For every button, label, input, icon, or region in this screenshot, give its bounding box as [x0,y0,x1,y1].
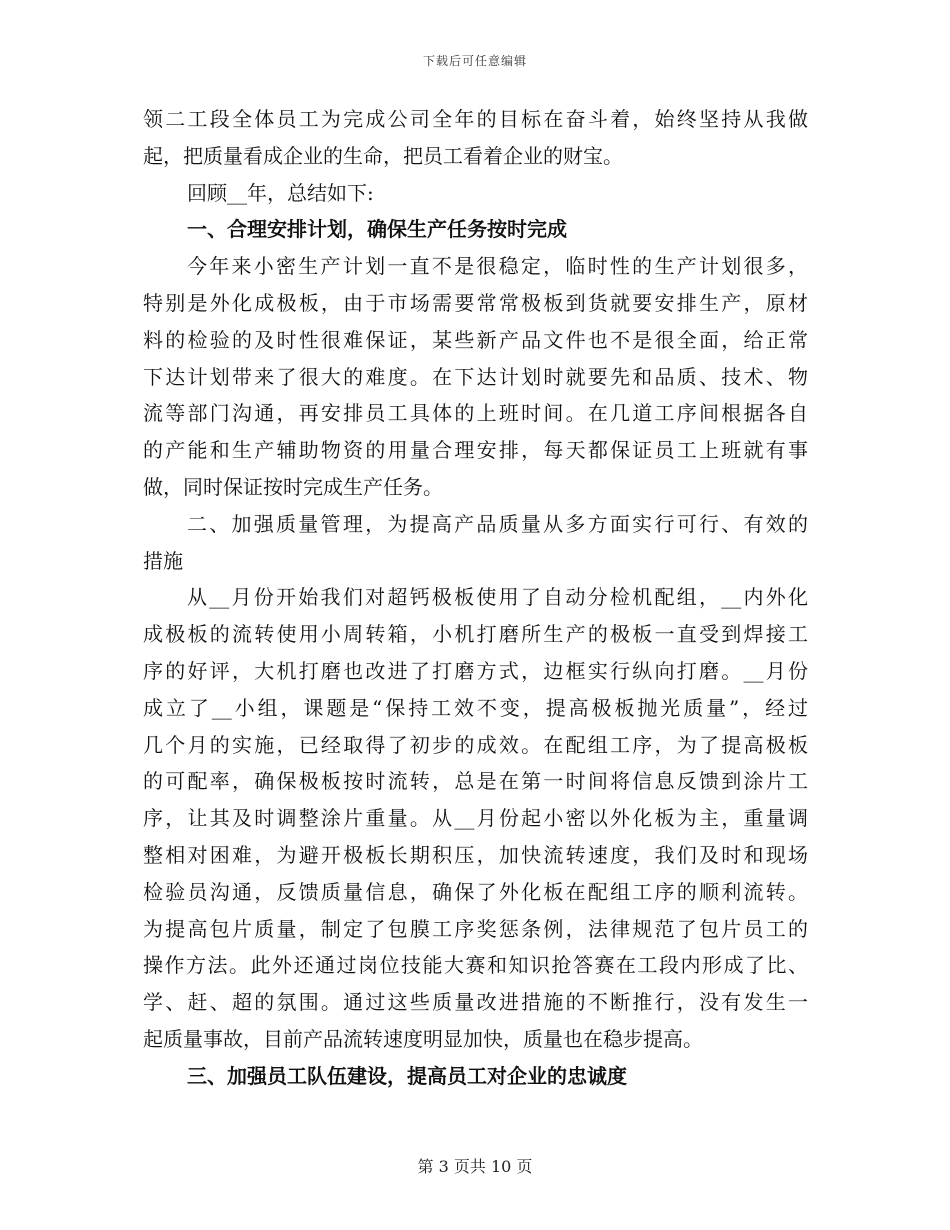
section-heading: 一、合理安排计划，确保生产任务按时完成 [187,217,567,242]
body-line: 做，同时保证按时完成生产任务。 [143,474,443,499]
body-line: 从__月份开始我们对超钙极板使用了自动分检机配组，__内外化 [187,585,808,610]
body-line: 料的检验的及时性很难保证，某些新产品文件也不是很全面，给正常 [143,327,808,352]
body-line: 学、赶、超的氛围。通过这些质量改进措施的不断推行，没有发生一 [143,990,808,1015]
body-line: 下达计划带来了很大的难度。在下达计划时就要先和品质、技术、物 [143,364,808,389]
body-line: 序，让其及时调整涂片重量。从__月份起小密以外化板为主，重量调 [143,806,808,831]
body-line: 操作方法。此外还通过岗位技能大赛和知识抢答赛在工段内形成了比、 [143,953,808,978]
page-number-footer: 第 3 页共 10 页 [417,1157,533,1176]
body-line: 起质量事故，目前产品流转速度明显加快，质量也在稳步提高。 [143,1026,703,1051]
body-line: 序的好评，大机打磨也改进了打磨方式，边框实行纵向打磨。__月份 [143,658,808,683]
body-line: 特别是外化成极板，由于市场需要常常极板到货就要安排生产，原材 [143,290,808,315]
body-line: 整相对困难，为避开极板长期积压，加快流转速度，我们及时和现场 [143,842,808,867]
page-header: 下载后可任意编辑 [422,54,527,68]
body-line: 起，把质量看成企业的生命，把员工看着企业的财宝。 [143,143,623,168]
body-line: 的产能和生产辅助物资的用量合理安排，每天都保证员工上班就有事 [143,438,808,463]
section-heading: 二、加强质量管理，为提高产品质量从多方面实行可行、有效的 [187,511,808,536]
section-heading-continued: 措施 [143,548,183,573]
body-line: 今年来小密生产计划一直不是很稳定，临时性的生产计划很多， [187,254,808,279]
body-line: 领二工段全体员工为完成公司全年的目标在奋斗着，始终坚持从我做 [143,107,808,131]
body-line: 几个月的实施，已经取得了初步的成效。在配组工序，为了提高极板 [143,732,808,757]
body-line: 流等部门沟通，再安排员工具体的上班时间。在几道工序间根据各自 [143,401,808,426]
document-body [143,101,808,1095]
body-line: 成立了__小组，课题是“保持工效不变，提高极板抛光质量”，经过 [143,695,808,720]
body-line: 检验员沟通，反馈质量信息，确保了外化板在配组工序的顺利流转。 [143,879,808,904]
body-line: 为提高包片质量，制定了包膜工序奖惩条例，法律规范了包片员工的 [143,916,808,941]
section-heading: 三、加强员工队伍建设，提高员工对企业的忠诚度 [187,1063,627,1088]
body-line: 回顾__年，总结如下: [187,180,374,205]
body-line: 成极板的流转使用小周转箱，小机打磨所生产的极板一直受到焊接工 [143,622,808,647]
body-line: 的可配率，确保极板按时流转，总是在第一时间将信息反馈到涂片工 [143,769,808,794]
